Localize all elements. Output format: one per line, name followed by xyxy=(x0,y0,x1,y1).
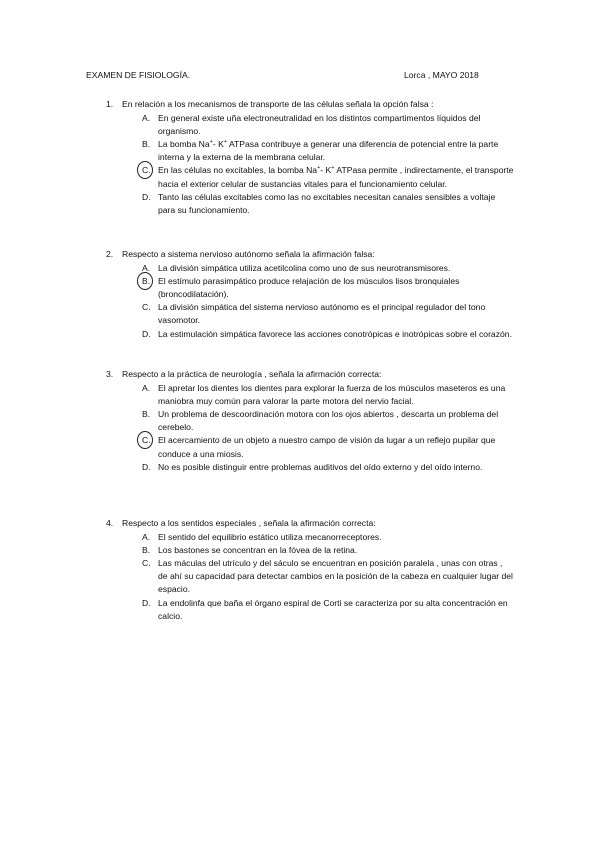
option-letter: C. xyxy=(142,434,151,447)
option-text: El apretar los dientes los dientes para explorar la fuerza de los músculos maseteros es una maniobra muy común para valorar la parte motora del nervio facial. xyxy=(158,382,506,406)
question-text: Respecto a los sentidos especiales , señala la afirmación correcta: xyxy=(122,518,376,528)
option-text: La división simpática del sistema nervioso autónomo es el principal regulador del tono vasomotor. xyxy=(158,302,486,326)
option-text: La división simpática utiliza acetilcolina como uno de sus neurotransmisores. xyxy=(158,262,451,273)
options-list xyxy=(142,382,514,474)
option-text: Un problema de descoordinación motora con los ojos abiertos , descarta un problema del cerebelo. xyxy=(158,408,499,433)
options-list xyxy=(142,531,514,623)
question-text: Respecto a la práctica de neurología , señala la afirmación correcta: xyxy=(122,369,382,379)
option-letter: B. xyxy=(142,408,151,419)
option-d xyxy=(142,461,514,474)
option-letter: A. xyxy=(142,262,151,273)
option-text: Tanto las células excitables como las no excitables necesitan canales sensibles a voltaje para su funcionamiento. xyxy=(158,191,496,215)
option-letter: A. xyxy=(142,112,151,123)
exam-title: EXAMEN DE FISIOLOGÍA. xyxy=(86,70,191,80)
option-letter: A. xyxy=(142,531,151,542)
option-text: El acercamiento de un objeto a nuestro campo de visión da lugar a un reflejo pupilar que conduce a una miosis. xyxy=(158,435,496,459)
options-list xyxy=(142,262,514,341)
option-letter: B. xyxy=(142,275,150,288)
option-a xyxy=(142,112,514,138)
question-text: En relación a los mecanismos de transporte de las células señala la opción falsa : xyxy=(122,99,434,109)
option-text: El estímulo parasimpático produce relajación de los músculos lisos bronquiales (broncodilatación). xyxy=(158,275,460,299)
option-c xyxy=(142,301,514,327)
option-c-circled xyxy=(142,434,514,460)
option-text: La endolinfa que baña el órgano espiral de Corti se caracteriza por su alta concentración en calcio. xyxy=(158,597,508,621)
option-letter: C. xyxy=(142,302,151,313)
option-letter: C. xyxy=(142,557,151,568)
place-date: Lorca , MAYO 2018 xyxy=(404,70,479,80)
question-number: 2. xyxy=(106,249,114,259)
option-a xyxy=(142,531,514,544)
option-c xyxy=(142,557,514,597)
option-text: Los bastones se concentran en la fóvea de la retina. xyxy=(158,544,358,555)
options-list xyxy=(142,112,514,218)
option-text: La estimulación simpática favorece las acciones conotrópicas e inotrópicas sobre el corazón. xyxy=(158,328,512,339)
option-letter: D. xyxy=(142,328,151,339)
option-c-circled xyxy=(142,164,514,190)
option-d xyxy=(142,597,514,623)
option-letter: D. xyxy=(142,191,151,202)
option-d xyxy=(142,328,514,341)
option-letter: C. xyxy=(142,164,151,177)
question-number: 3. xyxy=(106,369,114,379)
option-letter: B. xyxy=(142,138,151,149)
option-d xyxy=(142,191,514,217)
question-number: 1. xyxy=(106,99,114,109)
option-b xyxy=(142,544,514,557)
option-b xyxy=(142,408,514,434)
option-text: El sentido del equilibrio estático utiliza mecanorreceptores. xyxy=(158,531,382,542)
option-text: No es posible distinguir entre problemas auditivos del oído externo y del oído interno. xyxy=(158,461,483,472)
option-a xyxy=(142,382,514,408)
option-text: En general existe uña electroneutralidad en los distintos compartimentos líquidos del organismo. xyxy=(158,112,481,136)
question-text: Respecto a sistema nervioso autónomo señala la afirmación falsa: xyxy=(122,249,375,259)
option-b xyxy=(142,138,514,164)
option-letter: B. xyxy=(142,544,151,555)
option-text: La bomba Na+- K+ ATPasa contribuye a generar una diferencia de potencial entre la parte interna y la externa de la membrana celular. xyxy=(158,138,499,163)
option-letter: D. xyxy=(142,597,151,608)
option-a xyxy=(142,262,514,275)
option-text: Las máculas del utrículo y del sáculo se encuentran en posición paralela , unas con otras , de ahí su capacidad para detectar cambios en la posición de la cabeza en cualquier lugar del espacio. xyxy=(158,557,513,595)
question-number: 4. xyxy=(106,518,114,528)
option-text: En las células no excitables, la bomba Na+- K+ ATPasa permite , indirectamente, el transporte hacia el exterior celular de sustancias vitales para el funcionamiento celular. xyxy=(158,165,514,189)
option-letter: A. xyxy=(142,382,151,393)
option-letter: D. xyxy=(142,461,151,472)
option-b-circled xyxy=(142,275,514,301)
